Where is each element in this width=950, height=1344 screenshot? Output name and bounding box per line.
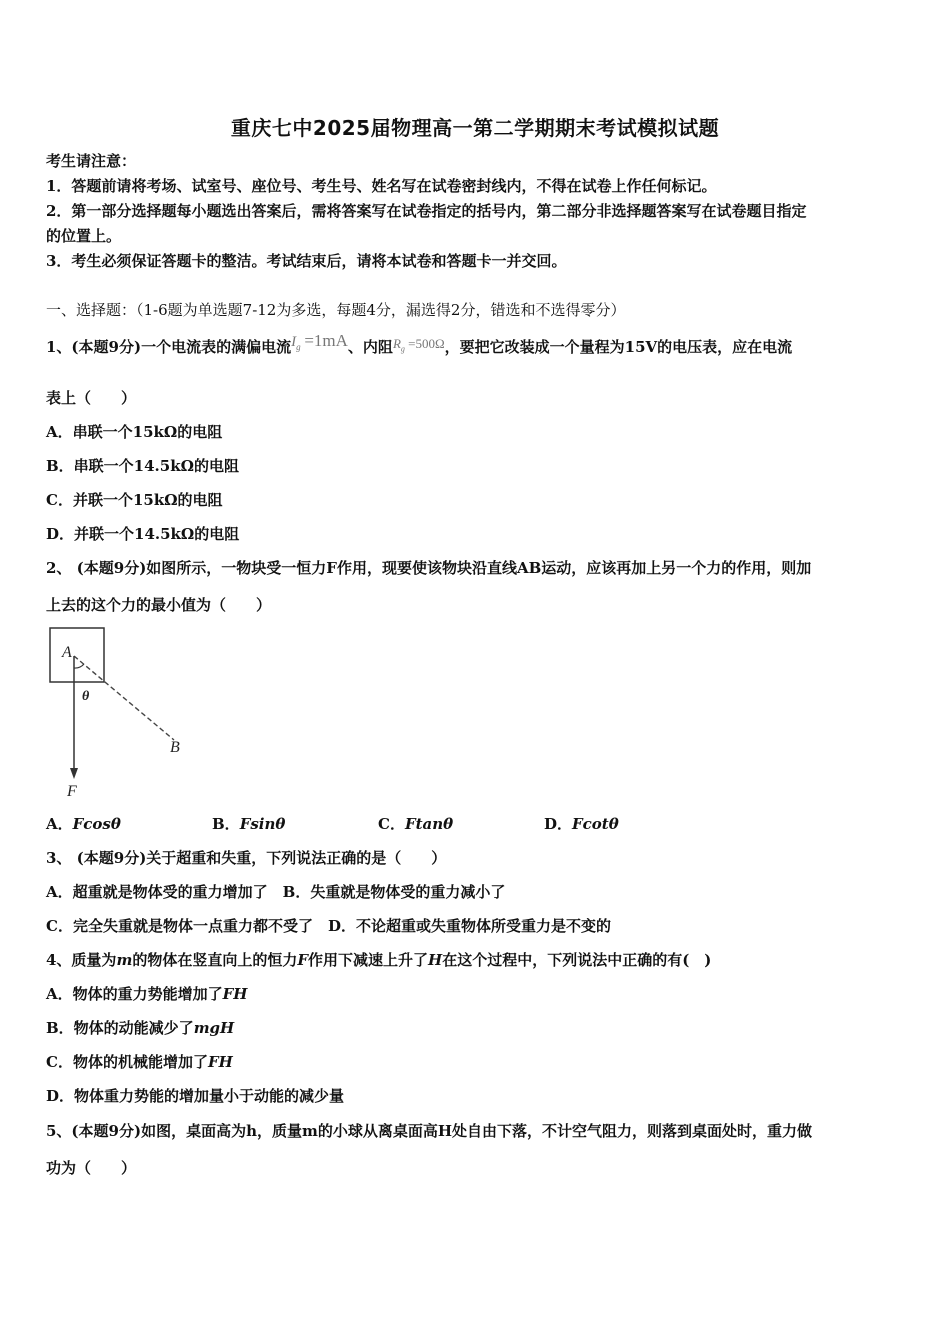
q1-suffix: ，要把它改装成一个量程为15V的电压表，应在电流	[444, 338, 793, 356]
q2-option-a-key: A．	[46, 815, 73, 833]
q1-option-b: B．串联一个14.5kΩ的电阻	[46, 457, 239, 475]
q1-rg-value: =500Ω	[408, 336, 445, 351]
q4-var-f: F	[297, 951, 308, 969]
force-f-arrowhead	[70, 768, 78, 779]
question-2-line-1: 2、 (本题9分)如图所示，一物块受一恒力F作用，现要使该物块沿直线AB运动，应该再加上另一个力的作用，则加	[46, 559, 812, 577]
q3-options-ab: A．超重就是物体受的重力增加了 B．失重就是物体受的重力减小了	[46, 883, 506, 901]
q2-option-c	[378, 814, 544, 834]
q2-option-a	[46, 814, 212, 834]
q1-ig-subscript: g	[296, 342, 301, 352]
section-heading: 一、选择题：（1-6题为单选题7-12为多选，每题4分，漏选得2分，错选和不选得零分）	[46, 301, 626, 319]
question-1-line-2: 表上（ ）	[46, 389, 137, 407]
notice-heading: 考生请注意：	[46, 152, 137, 170]
q2-option-a-value: Fcosθ	[72, 815, 121, 833]
q2-option-c-value: Ftanθ	[404, 815, 454, 833]
label-b: B	[170, 739, 180, 756]
q1-option-d: D．并联一个14.5kΩ的电阻	[46, 525, 240, 543]
notice-item-1: 1．答题前请将考场、试室号、座位号、考生号、姓名写在试卷密封线内，不得在试卷上作任何标记。	[46, 177, 717, 195]
q4-option-a	[46, 984, 908, 1004]
q4-part-1: 4、质量为	[46, 951, 117, 969]
question-5-line-2: 功为（ ）	[46, 1159, 137, 1177]
notice-item-2b: 的位置上。	[46, 227, 122, 245]
q4-option-c-value: FH	[207, 1053, 233, 1071]
page-title: 重庆七中2025届物理高一第二学期期末考试模拟试题	[230, 116, 720, 140]
theta-arc	[74, 664, 84, 668]
q1-ig-formula	[291, 331, 348, 352]
q2-options	[46, 814, 908, 834]
q1-rg-formula	[392, 336, 445, 354]
q1-rg-symbol: R	[392, 336, 401, 351]
q4-part-3: 作用下减速上升了	[307, 951, 428, 969]
q1-ig-value: =1mA	[304, 331, 348, 350]
q1-ig-symbol: I	[291, 334, 297, 350]
question-1-line-1	[46, 331, 908, 364]
q4-option-b-text: B．物体的动能减少了	[46, 1019, 194, 1037]
q2-option-b-value: Fsinθ	[239, 815, 286, 833]
q4-part-2: 的物体在竖直向上的恒力	[132, 951, 298, 969]
q2-option-b-key: B．	[212, 815, 240, 833]
q4-option-b	[46, 1018, 908, 1038]
q4-part-4: 在这个过程中，下列说法中正确的有( )	[442, 951, 712, 969]
notice-item-3: 3．考生必须保证答题卡的整洁。考试结束后，请将本试卷和答题卡一并交回。	[46, 252, 567, 270]
label-f: F	[67, 783, 77, 800]
q1-option-c: C．并联一个15kΩ的电阻	[46, 491, 223, 509]
q2-option-d-key: D．	[544, 815, 573, 833]
q4-option-b-value: mgH	[193, 1019, 235, 1037]
q4-option-a-value: FH	[222, 985, 248, 1003]
q4-option-c	[46, 1052, 908, 1072]
notice-item-2a: 2．第一部分选择题每小题选出答案后，需将答案写在试卷指定的括号内，第二部分非选择题答案写在试卷题目指定	[46, 202, 807, 220]
q2-option-d	[544, 814, 710, 834]
q1-prefix: 1、(本题9分)一个电流表的满偏电流	[46, 338, 292, 356]
q2-option-c-key: C．	[378, 815, 405, 833]
q4-option-a-text: A．物体的重力势能增加了	[46, 985, 223, 1003]
question-4-line-1	[46, 950, 908, 970]
force-diagram	[40, 622, 200, 802]
question-5-line-1: 5、(本题9分)如图，桌面高为h，质量m的小球从离桌面高H处自由下落，不计空气阻力，则落到桌面处时，重力做	[46, 1122, 813, 1140]
q1-rg-subscript: g	[400, 344, 405, 354]
q4-option-c-text: C．物体的机械能增加了	[46, 1053, 208, 1071]
label-a: A	[62, 644, 72, 661]
q4-var-h: H	[428, 951, 443, 969]
q1-mid: 、内阻	[347, 338, 393, 356]
q3-options-cd: C．完全失重就是物体一点重力都不受了 D．不论超重或失重物体所受重力是不变的	[46, 917, 611, 935]
question-3-line-1: 3、 (本题9分)关于超重和失重，下列说法正确的是（ ）	[46, 849, 447, 867]
q4-var-m: m	[116, 951, 133, 969]
q2-option-b	[212, 814, 378, 834]
q4-option-d: D．物体重力势能的增加量小于动能的减少量	[46, 1087, 345, 1105]
q1-option-a: A．串联一个15kΩ的电阻	[46, 423, 223, 441]
q2-option-d-value: Fcotθ	[572, 815, 619, 833]
question-2-line-2: 上去的这个力的最小值为（ ）	[46, 596, 272, 614]
label-theta: θ	[82, 689, 90, 704]
